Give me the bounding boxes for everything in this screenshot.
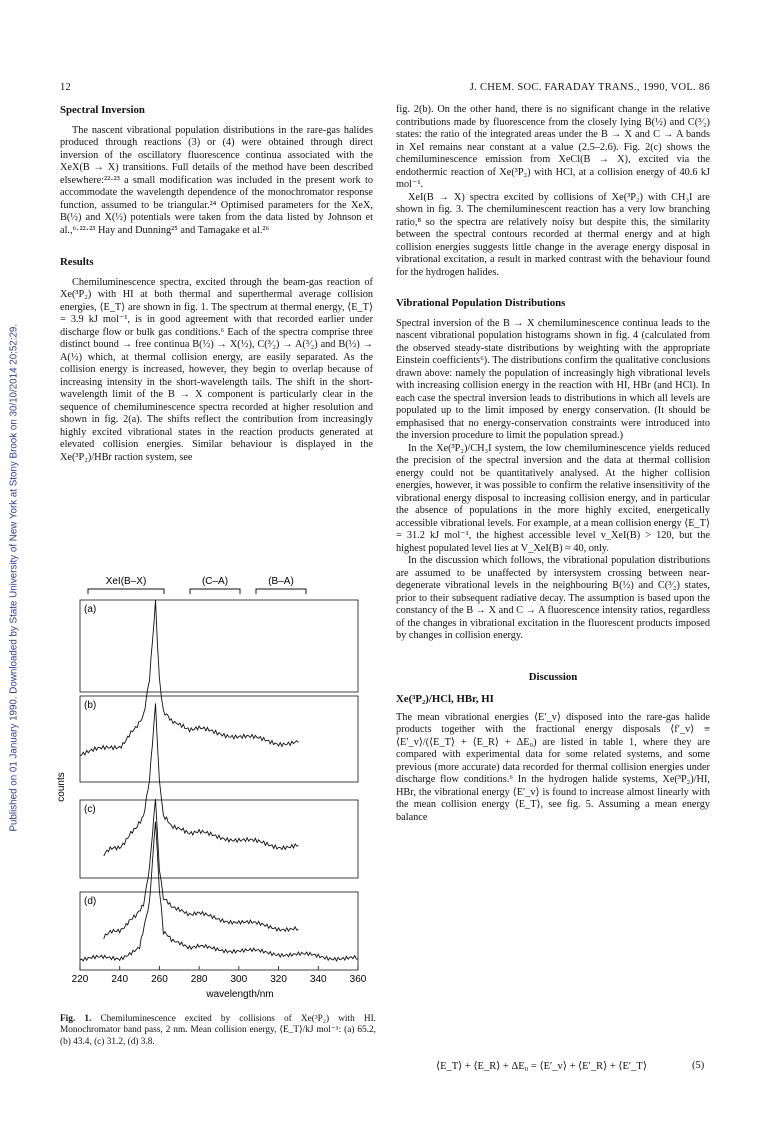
paragraph-assumptions: In the discussion which follows, the vibrational population distributions are assumed to be unaffected by intersystem crossing between near-degenerate vibrational levels in the neighbouring B(½) and C(³⁄₂) states, prior to their subsequent radiative decay. The assumption is based upon the constancy of the B → X and C → A fluorescence intensity ratios, regardless of the changes in vibrational excitation in the fluorescent products imposed by changes in collision energy. [396,555,710,641]
band-bracket-2 [190,589,240,594]
journal-running-head: J. CHEM. SOC. FARADAY TRANS., 1990, VOL. 86 [469,82,710,93]
panel-label: (c) [84,804,96,815]
spectrum-trace [80,822,358,961]
x-tick-label: 300 [230,974,248,985]
right-column [396,104,710,824]
panel-frame [80,800,358,878]
x-axis-label: wavelength/nm [206,989,274,1000]
equation-5: ⟨E_T⟩ + ⟨E_R⟩ + ΔE₀ = ⟨E′_v⟩ + ⟨E′_R⟩ + ⟨E′_T⟩ [436,1061,647,1072]
x-tick-label: 280 [190,974,208,985]
paragraph-ch3i: XeI(B → X) spectra excited by collisions of Xe(³P₂) with CH₃I are shown in fig. 3. The chemiluminescent reaction has a very low branching ratio,⁸ so the spectra are relatively noisy but despite this, the similarity between the spectral contours recorded at thermal energy and at high collision energies suggests little change in the average energy disposal in vibrational excitation, a result in marked contrast with the behaviour found for the hydrogen halides. [396,191,710,278]
band-annotations [88,576,306,594]
panel-frame [80,696,358,782]
band-bracket-3 [256,589,306,594]
x-tick-label: 320 [270,974,287,985]
paragraph-ch3i-system: In the Xe(³P₂)/CH₃I system, the low chemiluminescence yields reduced the precision of the spectral inversion and the data at thermal collision energy could not be quantitatively analysed. At the higher collision energies, however, it was possible to confirm the relative insensitivity of the vibrational energy disposal to increasing collision energy, and in particular the absence of populations in the more highly excited, energetically accessible vibrational levels. For example, at a mean collision energy ⟨E_T⟩ = 31.2 kJ mol⁻¹, the highest accessible level v_XeI(B) > 120, but the highest populated level lies at V_XeI(B) ≈ 40, only. [396,442,710,554]
panel-c [80,799,358,939]
paragraph-continued: fig. 2(b). On the other hand, there is no significant change in the relative contributions made by fluorescence from the closely lying B(½) and C(³⁄₂) states: the ratio of the integrated areas under the B → X and C → A bands in XeI remains near constant at a value (2.5–2.6). Fig. 2(c) shows the chemiluminescence emission from XeCl(B → X), excited via the endothermic reaction of Xe(³P₂) with HCl, at a collision energy of 40.6 kJ mol⁻¹. [396,104,710,190]
section-heading-spectral-inversion: Spectral Inversion [60,104,145,116]
section-heading-vibrational-populations: Vibrational Population Distributions [396,297,566,309]
subsection-heading-hydrogen-halides: Xe(³P₂)/HCl, HBr, HI [396,693,494,705]
y-axis-label: counts [56,772,67,802]
panel-b [80,696,358,856]
x-tick-label: 260 [151,974,168,985]
caption-label: Fig. 1. [60,1014,92,1024]
section-heading-discussion: Discussion [528,670,578,683]
panel-label: (a) [84,604,97,615]
panel-d [80,822,358,970]
paragraph-discussion: The mean vibrational energies ⟨E′_v⟩ disposed into the rare-gas halide products together with the fractional energy disposals ⟨f′_v⟩ ≡ ⟨E′_v⟩/(⟨E_T⟩ + ⟨E_R⟩ + ΔE₀) are listed in table 1, where they are compared with experimental data for some related systems, and some previous (more accurate) data recorded for thermal collision energies under discharge flow conditions.⁶ In the hydrogen halide systems, Xe(³P₂)/HI, HBr, the vibrational energy ⟨E′_v⟩ is found to increase almost linearly with the mean collision energy ⟨E_T⟩, see fig. 5. Assuming a mean energy balance [396,711,710,823]
x-tick-label: 360 [349,974,367,985]
left-column [60,104,373,464]
figure-1-chart [56,572,378,1012]
band-label-3: (B–A) [268,576,294,587]
band-bracket-1 [88,589,164,594]
x-tick-label: 240 [111,974,129,985]
spectrum-trace [80,600,298,756]
equation-number: (5) [692,1060,705,1071]
x-tick-label: 220 [71,974,89,985]
panel-label: (d) [84,896,97,907]
spectrum-trace [104,799,299,939]
paragraph-spectral-inversion: The nascent vibrational population distributions in the rare-gas halides produced through reactions (3) or (4) were obtained through direct inversion of the oscillatory fluorescence continua associated with the XeX(B → X) transitions. Full details of the method have been described elsewhere:²²·²³ a small modification was included in the present work to accommodate the wavelength dependence of the monochromator response function, assumed to be triangular.²⁴ Optimised parameters for the XeX, B(½) and X(½) potentials were taken from the data listed by Johnson et al.,⁶·²²·²³ Hay and Dunning²⁵ and Tamagake et al.²⁶ [60,124,373,236]
panel-label: (b) [84,700,97,711]
paragraph-spectral-inversion-results: Spectral inversion of the B → X chemiluminescence continua leads to the nascent vibrational population histograms shown in fig. 4 (calculated from the observed steady-state distributions by weighting with the appropriate Einstein coefficients⁶). The distributions confirm the qualitative conclusions drawn above: namely the population of increasingly high vibrational levels with increasing collision energy in the reaction with HI, HBr (and HCl). In each case the spectral inversion leads to distributions in which all levels are populated up to the limit imposed by energy conservation. (It should be emphasised that no energy-conservation constraints were introduced into the inversion procedure to limit the population spread.) [396,317,710,441]
section-heading-results: Results [60,256,94,268]
panel-a [80,600,358,756]
figure-1-caption [60,1014,376,1048]
spectrum-trace [104,703,299,856]
panel-frame [80,600,358,692]
band-label-1: XeI(B–X) [105,576,147,587]
x-axis [72,966,367,985]
band-label-2: (C–A) [201,576,229,587]
caption-text: Chemiluminescence excited by collisions of Xe(³P₂) with HI. Monochromator band pass, 2 nm. Mean collision energy, ⟨E_T⟩/kJ mol⁻¹: (a) 65.2, (b) 43.4, (c) 31.2, (d) 3.8. [60,1014,376,1047]
x-tick-label: 340 [309,974,327,985]
page-number: 12 [60,82,72,93]
paragraph-results: Chemiluminescence spectra, excited through the beam-gas reaction of Xe(³P₂) with HI at both thermal and superthermal average collision energies, ⟨E_T⟩ are shown in fig. 1. The spectrum at thermal energy, ⟨E_T⟩ = 3.9 kJ mol⁻¹, is in good agreement with that recorded earlier under discharge flow or bulk gas conditions.⁶ Each of the spectra comprise three distinct bound → free continua B(½) → X(½), C(³⁄₂) → A(³⁄₂) and B(½) → A(½) which, at thermal collision energy, are easily separated. As the collision energy is increased, however, they begin to overlap because of increasing intensity in the short-wavelength tails. The shift in the short-wavelength limit of the B → X component is particularly clear in the sequence of chemiluminescence spectra recorded at higher resolution and shown in fig. 2(a). The shifts reflect the contribution from increasingly highly excited vibrational states in the reaction products generated at elevated collision energies. Similar behaviour is displayed in the Xe(³P₂)/HBr raction system, see [60,276,373,463]
panel-frame [80,892,358,970]
spectra-panels [80,600,358,970]
download-watermark: Published on 01 January 1990. Downloaded by State University of New York at Stony Brook on 30/10/2014 20:52:29. [8,323,20,832]
